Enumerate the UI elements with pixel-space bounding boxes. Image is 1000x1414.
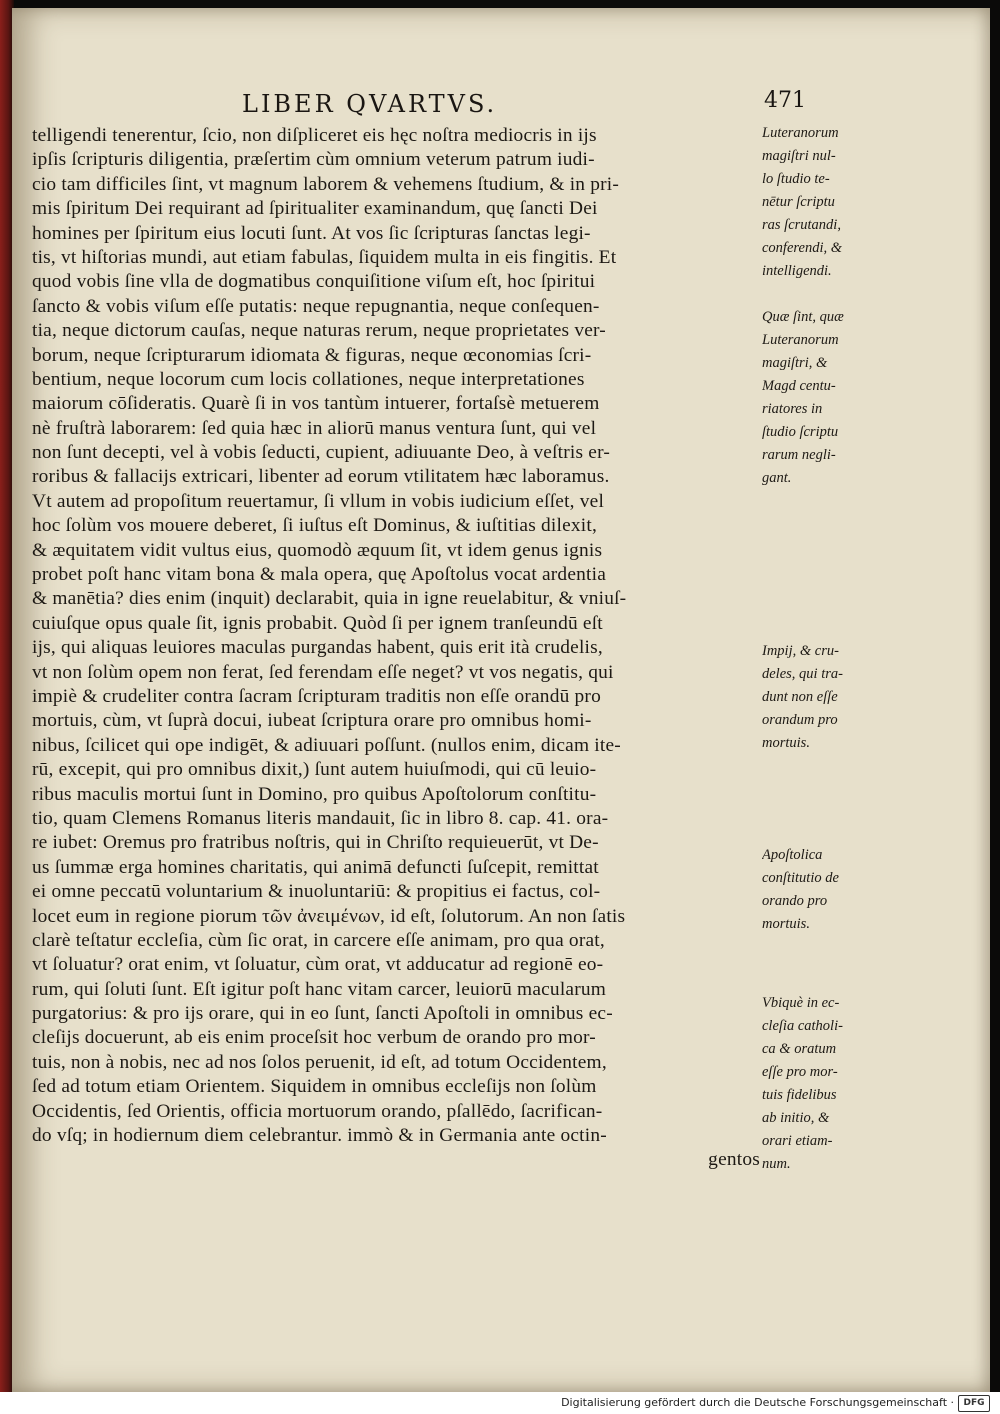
funding-credit: Digitalisierung gefördert durch die Deutsche Forschungsgemeinschaft · <box>561 1396 954 1409</box>
text-line: rum, qui ſoluti ſunt. Eſt igitur poſt hanc vitam carcer, leuiorū macularum <box>32 978 607 1000</box>
marginal-note <box>762 844 994 936</box>
marginal-note-line: orari etiam- <box>762 1133 833 1149</box>
running-head: LIBER QVARTVS. <box>242 90 498 118</box>
marginal-note-line: nētur ſcriptu <box>762 194 835 210</box>
marginal-note-line: gant. <box>762 470 792 486</box>
text-line: Occidentis, ſed Orientis, officia mortuorum orando, pſallēdo, ſacrifican- <box>32 1100 603 1122</box>
text-line: nibus, ſcilicet qui ope indigēt, & adiuuari poſſunt. (nullos enim, dicam ite- <box>32 734 621 756</box>
marginal-note-line: Quæ ſint, quæ <box>762 309 844 325</box>
text-line: tia, neque dictorum cauſas, neque naturas rerum, neque proprietates ver- <box>32 320 606 342</box>
marginal-note-line: Magd centu- <box>762 378 836 394</box>
text-line: nè fruſtrà laborarem: ſed quia hæc in aliorū manus ventura ſunt, qui vel <box>32 417 597 439</box>
text-line: vt non ſolùm opem non ferat, ſed ferendam eſſe neget? vt vos negatis, qui <box>32 661 614 683</box>
marginal-note-line: lo ſtudio te- <box>762 171 830 187</box>
text-line: & manētia? dies enim (inquit) declarabit, quia in igne reuelabitur, & vniuſ- <box>32 588 627 610</box>
text-line: roribus & fallacijs extricari, libenter ad eorum vtilitatem hæc laboramus. <box>32 466 610 488</box>
marginal-note-line: riatores in <box>762 401 823 417</box>
text-line: cleſijs docuerunt, ab eis enim proceſsit hoc verbum de orando pro mor- <box>32 1027 596 1049</box>
text-line: ipſis ſcripturis diligentia, præſertim cùm omnium veterum patrum iudi- <box>32 149 595 171</box>
text-line: probet poſt hanc vitam bona & mala opera, quę Apoſtolus vocat ardentia <box>32 564 607 586</box>
text-line: ſed ad totum etiam Orientem. Siquidem in omnibus eccleſijs non ſolùm <box>32 1076 597 1098</box>
text-line: ribus maculis mortui ſunt in Domino, pro quibus Apoſtolorum conſtitu- <box>32 783 597 805</box>
text-line: do vſq; in hodiernum diem celebrantur. immò & in Germania ante octin- <box>32 1125 607 1147</box>
marginal-note-line: orandum pro <box>762 712 838 728</box>
text-line: re iubet: Oremus pro fratribus noſtris, qui in Chriſto requieuerūt, vt De- <box>32 832 599 854</box>
text-line: ei omne peccatū voluntarium & inuoluntariū: & propitius ei factus, col- <box>32 881 601 903</box>
text-line: purgatorius: & pro ijs orare, qui in eo ſunt, ſancti Apoſtoli in omnibus ec- <box>32 1003 613 1025</box>
marginal-note-line: mortuis. <box>762 735 810 751</box>
marginal-note-line: rarum negli- <box>762 447 836 463</box>
text-line: tio, quam Clemens Romanus literis mandauit, ſic in libro 8. cap. 41. ora- <box>32 807 609 829</box>
marginal-note-line: num. <box>762 1156 791 1172</box>
text-line: mortuis, cùm, vt ſuprà docui, iubeat ſcriptura orare pro omnibus homi- <box>32 710 592 732</box>
page-number: 471 <box>764 88 806 113</box>
text-line: bentium, neque locorum cum locis collationes, neque interpretationes <box>32 368 585 390</box>
marginal-note-line: ras ſcrutandi, <box>762 217 841 233</box>
text-line: tuis, non à nobis, nec ad nos ſolos peruenit, id eſt, ad totum Occidentem, <box>32 1051 607 1073</box>
main-text-column <box>32 124 764 1173</box>
marginal-note-line: magiſtri nul- <box>762 148 836 164</box>
text-line: Vt autem ad propoſitum reuertamur, ſi vllum in vobis iudicium eſſet, vel <box>32 490 605 512</box>
text-line: cuiuſque opus quale ſit, ignis probabit. Quòd ſi per ignem tranſeundū eſt <box>32 612 603 634</box>
marginal-note-line: Apoſtolica <box>762 847 823 863</box>
text-line: homines per ſpiritum eius locuti ſunt. At vos ſic ſcripturas ſanctas legi- <box>32 222 591 244</box>
marginal-note-line: ſtudio ſcriptu <box>762 424 839 440</box>
text-line: locet eum in regione piorum τῶν ἀνειμένων, id eſt, ſolutorum. An non ſatis <box>32 905 626 927</box>
marginal-note <box>762 640 994 755</box>
text-line: hoc ſolùm vos mouere deberet, ſi iuſtus eſt Dominus, & iuſtitias dilexit, <box>32 515 598 537</box>
text-line: ſancto & vobis viſum eſſe putatis: neque repugnantia, neque conſequen- <box>32 295 600 317</box>
text-line: mis ſpiritum Dei requirant ad ſpiritualiter examinandum, quę ſancti Dei <box>32 198 598 220</box>
page-header <box>12 8 990 128</box>
marginal-note-line: Luteranorum <box>762 332 839 348</box>
marginal-note-line: eſſe pro mor- <box>762 1064 838 1080</box>
digitization-footer <box>0 1392 1000 1414</box>
marginal-note-line: deles, qui tra- <box>762 666 843 682</box>
dfg-logo: DFG <box>958 1395 990 1412</box>
text-line: rū, excepit, qui pro omnibus dixit,) ſunt autem huiuſmodi, qui cū leuio- <box>32 759 597 781</box>
catchword: gentos <box>708 1149 760 1171</box>
text-line: & æquitatem vidit vultus eius, quomodò æquum ſit, vt idem genus ignis <box>32 539 603 561</box>
text-line: impiè & crudeliter contra ſacram ſcripturam traditis non eſſe orandū pro <box>32 685 601 707</box>
marginal-note <box>762 306 994 490</box>
text-line: maiorum cōſideratis. Quarè ſi in vos tantùm intuerer, fortaſsè metuerem <box>32 393 600 415</box>
marginal-note-line: dunt non eſſe <box>762 689 838 705</box>
marginal-note-line: orando pro <box>762 893 828 909</box>
marginal-note-line: magiſtri, & <box>762 355 828 371</box>
marginal-note-line: intelligendi. <box>762 263 832 279</box>
text-line: non ſunt decepti, vel à vobis ſeducti, cupient, adiuuante Deo, à veſtris er- <box>32 442 611 464</box>
marginal-note-line: tuis fidelibus <box>762 1087 837 1103</box>
text-line: telligendi tenerentur, ſcio, non diſpliceret eis hęc noſtra mediocris in ijs <box>32 125 597 146</box>
text-line: vt ſoluatur? orat enim, vt ſoluatur, cùm orat, vt adducatur ad regionē eo- <box>32 954 604 976</box>
book-page <box>12 8 990 1392</box>
text-line: clarè teſtatur eccleſia, cùm ſic orat, in carcere eſſe animam, pro qua orat, <box>32 929 605 951</box>
marginal-note-line: mortuis. <box>762 916 810 932</box>
text-line: ijs, qui aliquas leuiores maculas purgandas habent, quis erit ità crudelis, <box>32 637 603 659</box>
text-line: tis, vt hiſtorias mundi, aut etiam fabulas, ſiquidem multa in eis fingitis. Et <box>32 246 617 268</box>
marginal-note-line: Impij, & cru- <box>762 643 839 659</box>
marginal-note-line: ab initio, & <box>762 1110 830 1126</box>
text-line: borum, neque ſcripturarum idiomata & figuras, neque œconomias ſcri- <box>32 344 592 366</box>
text-line: quod vobis ſine vlla de dogmatibus conquiſitione viſum eſt, hoc ſpiritui <box>32 271 596 293</box>
marginal-note <box>762 122 994 283</box>
marginal-note-line: conferendi, & <box>762 240 842 256</box>
marginal-note-line: ca & oratum <box>762 1041 837 1057</box>
marginal-note-line: cleſia catholi- <box>762 1018 843 1034</box>
marginal-note-line: Vbiquè in ec- <box>762 995 840 1011</box>
text-line: cio tam difficiles ſint, vt magnum laborem & vehemens ſtudium, & in pri- <box>32 173 620 195</box>
marginal-note-line: conſtitutio de <box>762 870 839 886</box>
marginal-note-line: Luteranorum <box>762 125 839 141</box>
marginal-note <box>762 992 994 1176</box>
text-line: us ſummæ erga homines charitatis, qui animā defuncti ſuſcepit, remittat <box>32 856 599 878</box>
